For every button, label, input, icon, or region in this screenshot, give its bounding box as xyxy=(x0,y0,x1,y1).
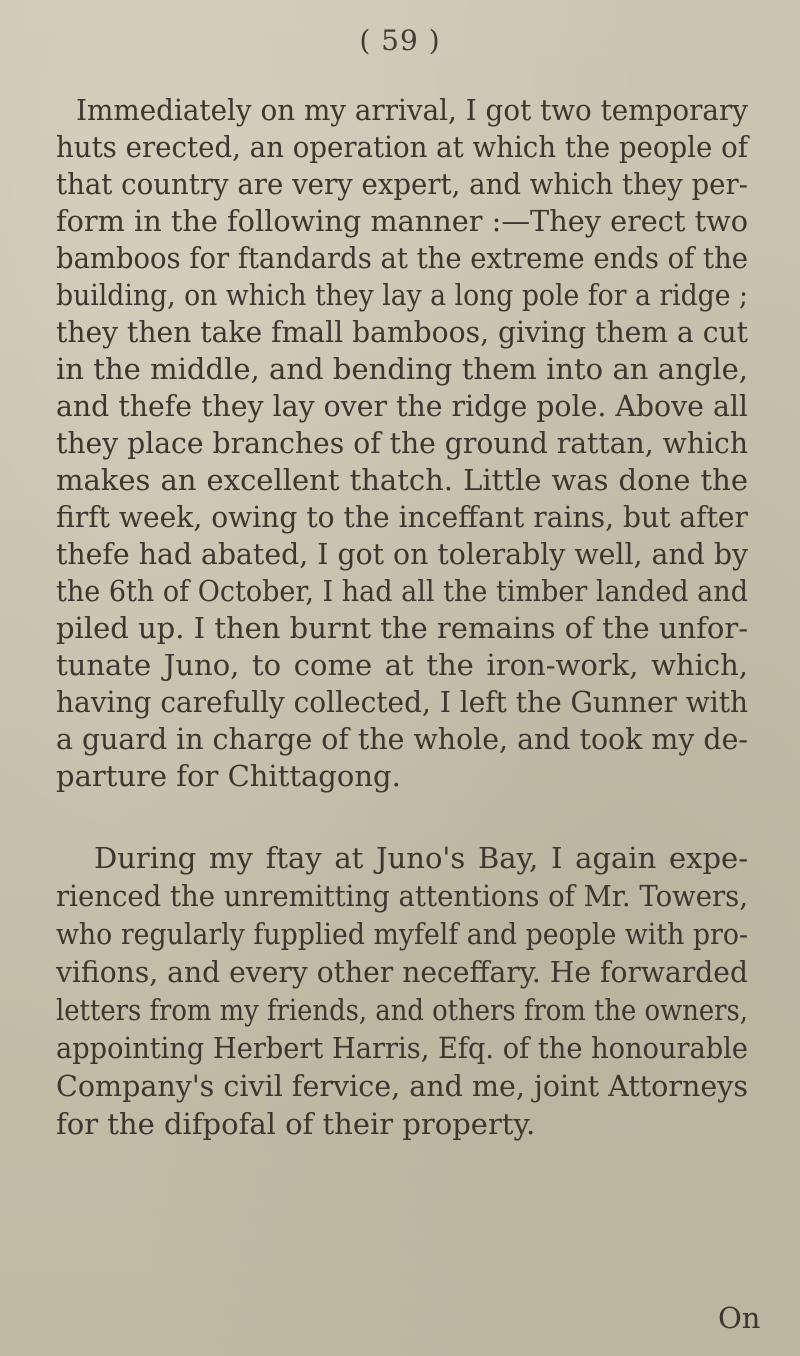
text-line: huts erected, an operation at which the people of xyxy=(56,130,748,164)
text-line: and thefe they lay over the ridge pole. Above all xyxy=(56,389,748,423)
catchword: On xyxy=(718,1301,761,1335)
text-line: makes an excellent thatch. Little was done the xyxy=(56,463,748,497)
text-line: Immediately on my arrival, I got two temporary xyxy=(76,93,748,127)
text-line: vifions, and every other neceffary. He forwarded xyxy=(56,955,748,989)
text-line: that country are very expert, and which they per- xyxy=(56,167,748,201)
text-line: appointing Herbert Harris, Efq. of the honourable xyxy=(56,1031,748,1065)
text-line: in the middle, and bending them into an angle, xyxy=(56,352,748,386)
text-line: a guard in charge of the whole, and took my de- xyxy=(56,722,748,756)
text-line: parture for Chittagong. xyxy=(56,759,401,793)
text-line: for the difpofal of their property. xyxy=(56,1107,536,1141)
text-line: who regularly fupplied myfelf and people with pro- xyxy=(56,917,748,951)
text-line: Company's civil fervice, and me, joint Attorneys xyxy=(56,1069,748,1103)
text-line: letters from my friends, and others from the owners, xyxy=(56,993,748,1027)
text-line: form in the following manner :—They erect two xyxy=(56,204,748,238)
text-line: they then take fmall bamboos, giving them a cut xyxy=(56,315,748,349)
text-line: thefe had abated, I got on tolerably well, and by xyxy=(56,537,748,571)
page-number: ( 59 ) xyxy=(359,24,441,57)
text-line: bamboos for ftandards at the extreme ends of the xyxy=(56,241,748,275)
text-line: firft week, owing to the inceffant rains, but after xyxy=(56,500,748,534)
text-line: piled up. I then burnt the remains of the unfor- xyxy=(56,611,748,645)
text-line: tunate Juno, to come at the iron-work, which, xyxy=(56,648,748,682)
text-line: rienced the unremitting attentions of Mr. Towers, xyxy=(56,879,748,913)
text-line: During my ftay at Juno's Bay, I again expe- xyxy=(94,841,748,875)
text-line: the 6th of October, I had all the timber landed and xyxy=(56,574,748,608)
text-line: having carefully collected, I left the Gunner with xyxy=(56,685,748,719)
text-line: building, on which they lay a long pole for a ridge ; xyxy=(56,278,748,312)
text-line: they place branches of the ground rattan, which xyxy=(56,426,748,460)
